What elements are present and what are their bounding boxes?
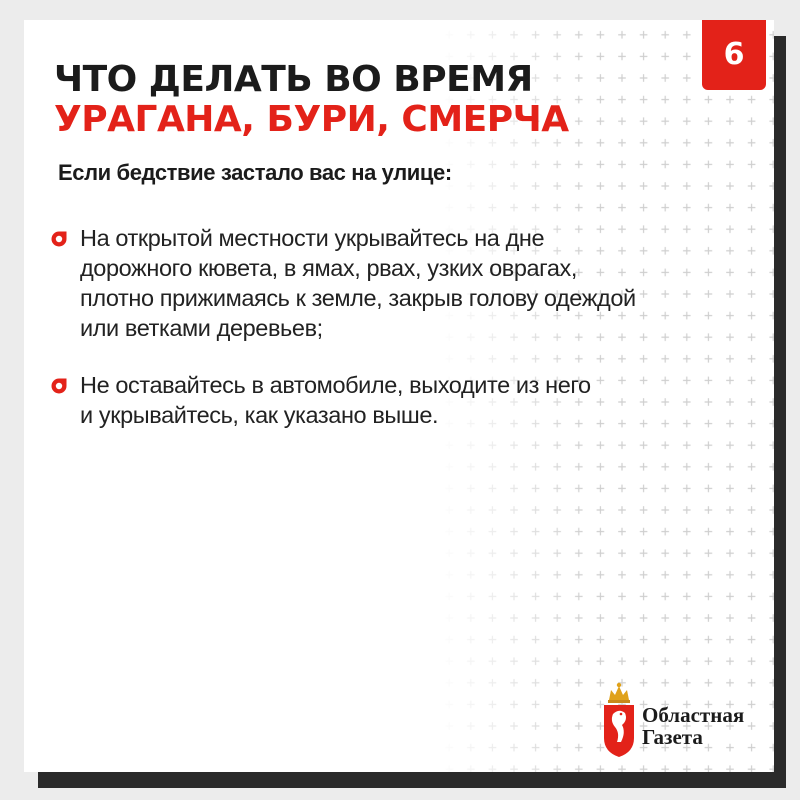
page-number-badge: 6	[702, 20, 766, 90]
oblastnaya-gazeta-logo	[600, 680, 770, 760]
title-line-1: ЧТО ДЕЛАТЬ ВО ВРЕМЯ	[54, 59, 533, 100]
logo-line-2: Газета	[642, 725, 703, 749]
info-card	[24, 20, 774, 772]
page-title	[54, 60, 569, 140]
list-item-text: На открытой местности укрывайтесь на дне дорожного кювета, в ямах, рвах, узких оврагах, плотно прижимаясь к земле, закрыв голову одеждой или ветками деревьев;	[80, 225, 636, 341]
red-rounded-bullet-icon	[50, 230, 68, 248]
section-subtitle: Если бедствие застало вас на улице:	[58, 160, 452, 185]
logo-line-1: Областная	[642, 703, 745, 727]
advice-list	[50, 223, 750, 457]
red-rounded-bullet-icon	[50, 377, 68, 395]
list-item	[50, 223, 750, 343]
coat-of-arms-icon	[600, 680, 638, 760]
list-item-text: Не оставайтесь в автомобиле, выходите из него и укрывайтесь, как указано выше.	[80, 372, 591, 428]
logo-wordmark	[642, 704, 744, 748]
list-item	[50, 370, 750, 430]
title-line-2: УРАГАНА, БУРИ, СМЕРЧА	[54, 99, 569, 140]
